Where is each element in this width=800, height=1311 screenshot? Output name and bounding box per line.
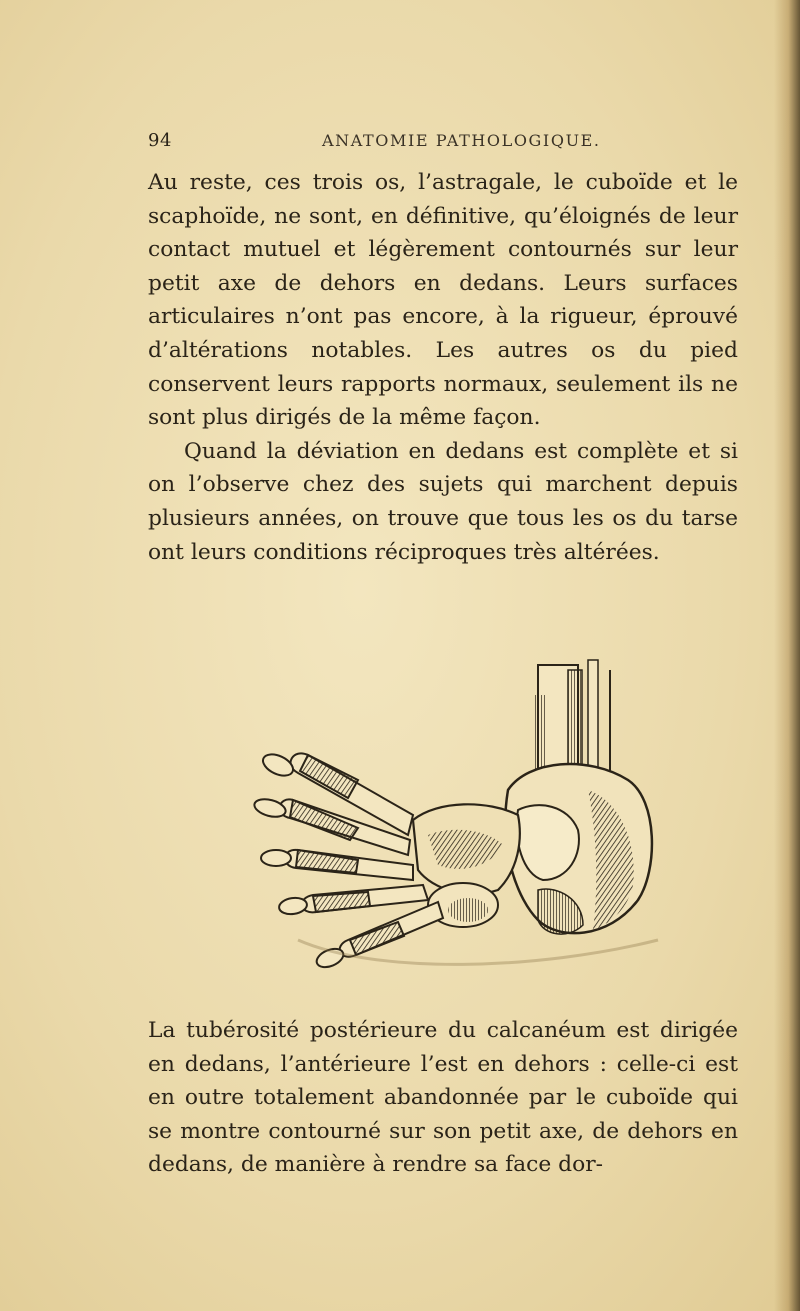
- tarsal-bones: [505, 764, 652, 934]
- text-block-bottom: [148, 1014, 738, 1182]
- page-number: 94: [148, 130, 172, 151]
- foot-bones-illustration: [238, 640, 678, 970]
- paragraph-2: Quand la déviation en dedans est complète et si on l’observe chez des sujets qui marchent depuis plusieurs années, on trouve que tous les os du tarse ont leurs conditions réciproques très altérées.: [148, 438, 738, 565]
- paragraph-1: Au reste, ces trois os, l’astragale, le cuboïde et le scaphoïde, ne sont, en définitive, qu’éloignés de leur contact mutuel et légèrement contournés sur leur petit axe de dehors en dedans. Leurs surfaces articulaires n’ont pas encore, à la rigueur, éprouvé d’altérations notables. Les autres os du pied conservent leurs rapports normaux, seulement ils ne sont plus dirigés de la même façon.: [148, 170, 738, 431]
- illustration-svg: [238, 640, 678, 970]
- paragraph-3: La tubérosité postérieure du calcanéum est dirigée en dedans, l’antérieure l’est en dehors : celle-ci est en outre totalement abandonnée par le cuboïde qui se montre contourné sur son petit axe, de dehors en dedans, de manière à rendre sa face dor-: [148, 1018, 738, 1178]
- page-edge-shadow: [774, 0, 800, 1311]
- metatarsals-and-toes: [252, 750, 443, 970]
- running-title: ANATOMIE PATHOLOGIQUE.: [322, 131, 601, 150]
- text-block-top: [148, 166, 738, 569]
